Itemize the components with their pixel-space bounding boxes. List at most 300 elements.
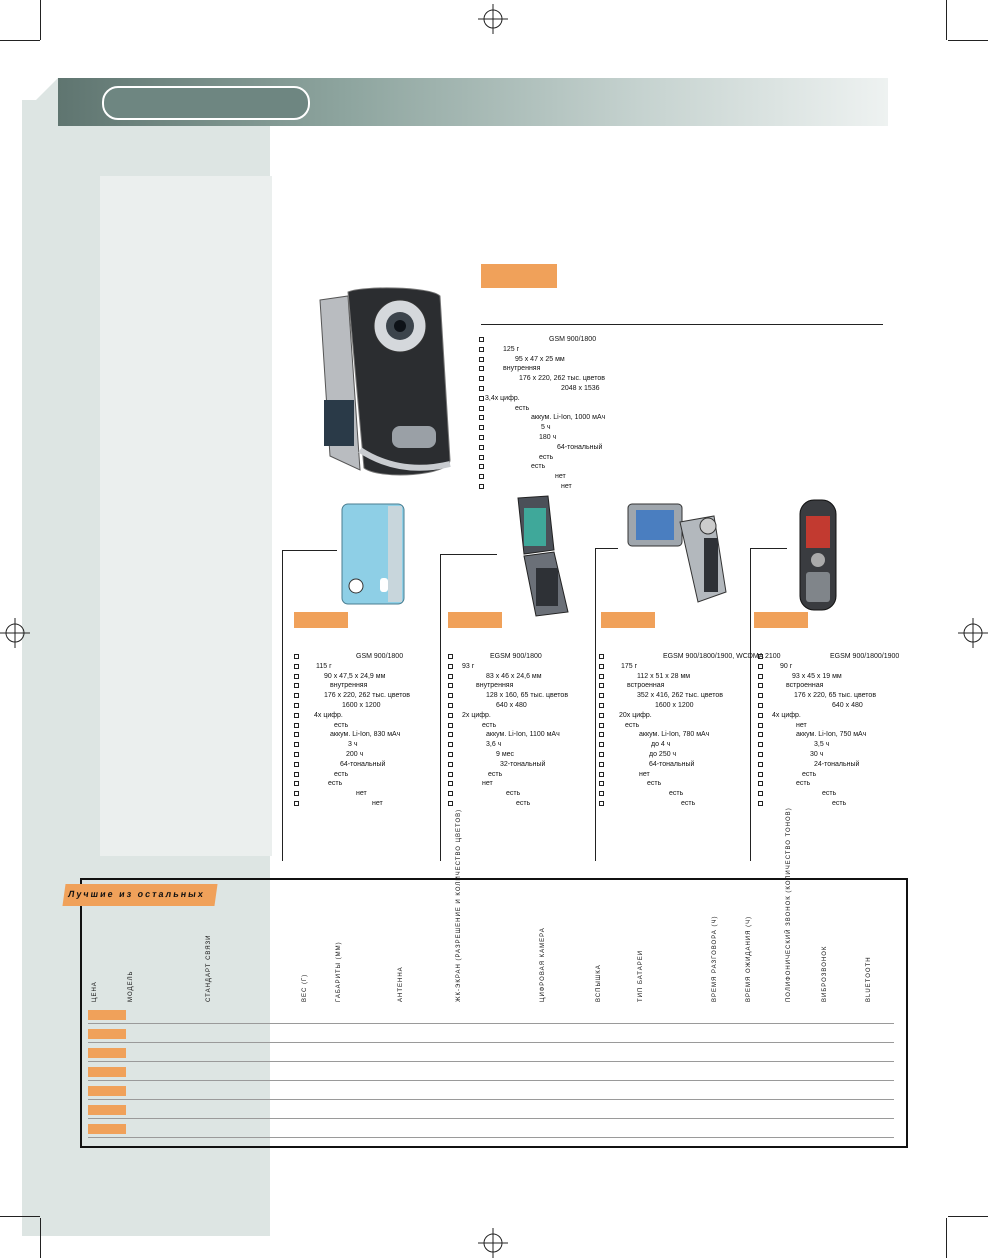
registration-mark-icon	[0, 618, 30, 648]
spec-row	[479, 364, 679, 374]
spec-value: нет	[796, 721, 807, 729]
spec-value: 90 г	[780, 662, 793, 670]
spec-row	[758, 779, 902, 789]
spec-value: встроенная	[786, 682, 824, 690]
checkbox-icon	[479, 435, 484, 440]
spec-row	[479, 404, 679, 414]
table-column-header: ВРЕМЯ РАЗГОВОРА (Ч)	[712, 915, 718, 1002]
spec-row	[294, 711, 438, 721]
comparison-table	[80, 878, 908, 1148]
checkbox-icon	[599, 664, 604, 669]
checkbox-icon	[479, 455, 484, 460]
checkbox-icon	[758, 781, 763, 786]
checkbox-icon	[479, 474, 484, 479]
spec-row	[479, 394, 679, 404]
spec-row	[294, 672, 438, 682]
checkbox-icon	[448, 723, 453, 728]
spec-value: 30 ч	[810, 750, 824, 758]
table-column-header: ПОЛИФОНИЧЕСКИЙ ЗВОНОК (КОЛИЧЕСТВО ТОНОВ)	[786, 807, 792, 1002]
spec-row	[448, 770, 592, 780]
spec-row	[479, 443, 679, 453]
spec-row	[294, 721, 438, 731]
checkbox-icon	[758, 654, 763, 659]
spec-row	[448, 662, 592, 672]
spec-value: 93 г	[462, 662, 475, 670]
spec-value: 5 ч	[541, 424, 551, 432]
spec-row	[479, 472, 679, 482]
spec-value: 1600 x 1200	[342, 701, 381, 709]
phone-photo-candybar	[796, 496, 840, 614]
price-chip	[88, 1067, 126, 1077]
spec-row	[294, 701, 438, 711]
spec-value: есть	[832, 799, 847, 807]
trim-mark	[948, 1216, 988, 1217]
spec-row	[294, 730, 438, 740]
checkbox-icon	[479, 415, 484, 420]
table-column-header: ВРЕМЯ ОЖИДАНИЯ (Ч)	[746, 915, 752, 1002]
price-chip	[88, 1029, 126, 1039]
checkbox-icon	[599, 732, 604, 737]
spec-value: есть	[334, 770, 349, 778]
phone-photo-flip	[508, 494, 578, 620]
spec-row	[448, 750, 592, 760]
spec-value: 125 г	[503, 345, 520, 353]
checkbox-icon	[294, 703, 299, 708]
phone-spec-list	[599, 652, 781, 809]
spec-value: внутренняя	[330, 682, 368, 690]
spec-row	[599, 652, 781, 662]
checkbox-icon	[758, 703, 763, 708]
spec-row	[479, 433, 679, 443]
checkbox-icon	[758, 791, 763, 796]
spec-value: есть	[328, 780, 343, 788]
spec-value: нет	[356, 790, 367, 798]
spec-value: нет	[555, 473, 566, 481]
price-chip	[88, 1010, 126, 1020]
checkbox-icon	[448, 713, 453, 718]
checkbox-icon	[479, 406, 484, 411]
spec-value: внутренняя	[503, 365, 541, 373]
checkbox-icon	[599, 801, 604, 806]
spec-value: 115 г	[316, 662, 332, 670]
spec-row	[294, 740, 438, 750]
spec-row	[448, 789, 592, 799]
checkbox-icon	[479, 386, 484, 391]
checkbox-icon	[448, 752, 453, 757]
spec-value: аккум. Li-Ion, 750 мАч	[796, 731, 867, 739]
spec-value: есть	[539, 453, 554, 461]
checkbox-icon	[599, 683, 604, 688]
table-column-header: МОДЕЛЬ	[128, 970, 134, 1002]
phone-photo-blue	[336, 496, 410, 608]
trim-mark	[40, 0, 41, 40]
spec-row	[758, 730, 902, 740]
trim-mark	[946, 0, 947, 40]
spec-row	[448, 681, 592, 691]
inner-panel	[100, 176, 272, 856]
checkbox-icon	[294, 664, 299, 669]
spec-value: GSM 900/1800	[356, 653, 404, 660]
spec-value: внутренняя	[476, 682, 514, 690]
checkbox-icon	[479, 464, 484, 469]
table-row	[88, 1023, 894, 1024]
checkbox-icon	[599, 723, 604, 728]
spec-value: 1600 x 1200	[655, 701, 694, 709]
checkbox-icon	[294, 693, 299, 698]
spec-value: 64-тональный	[649, 760, 695, 768]
table-column-header: ЦИФРОВАЯ КАМЕРА	[540, 927, 546, 1002]
section-pill	[102, 86, 310, 120]
table-title: Лучшие из остальных	[62, 884, 217, 906]
spec-row	[448, 711, 592, 721]
spec-value: 95 x 47 x 25 мм	[515, 355, 565, 363]
phone-spec-list	[448, 652, 592, 809]
trim-mark	[948, 40, 988, 41]
price-tag	[601, 612, 655, 628]
spec-row	[758, 691, 902, 701]
spec-row	[599, 701, 745, 711]
checkbox-icon	[294, 713, 299, 718]
checkbox-icon	[448, 801, 453, 806]
spec-row	[758, 760, 902, 770]
spec-row	[479, 345, 679, 355]
spec-row	[758, 789, 902, 799]
table-column-header: ВЕС (Г)	[302, 973, 308, 1002]
price-chip	[88, 1048, 126, 1058]
spec-row	[599, 750, 745, 760]
spec-value: 4х цифр.	[314, 711, 343, 719]
checkbox-icon	[758, 752, 763, 757]
spec-row	[599, 681, 745, 691]
price-tag	[481, 264, 557, 288]
checkbox-icon	[294, 752, 299, 757]
spec-value: нет	[482, 780, 493, 788]
table-column-header: СТАНДАРТ СВЯЗИ	[206, 934, 212, 1002]
spec-row	[758, 799, 902, 809]
spec-row	[758, 672, 902, 682]
checkbox-icon	[758, 762, 763, 767]
checkbox-icon	[294, 732, 299, 737]
spec-row	[758, 711, 902, 721]
spec-value: нет	[561, 482, 572, 490]
checkbox-icon	[758, 732, 763, 737]
checkbox-icon	[758, 664, 763, 669]
spec-value: встроенная	[627, 682, 665, 690]
checkbox-icon	[294, 801, 299, 806]
spec-row	[599, 721, 745, 731]
spec-row	[294, 770, 438, 780]
spec-row	[599, 672, 745, 682]
spec-value: аккум. Li-Ion, 1100 мАч	[486, 731, 560, 739]
checkbox-icon	[479, 396, 484, 401]
spec-value: 20х цифр.	[619, 711, 652, 719]
table-column-header: BLUETOOTH	[866, 956, 872, 1002]
spec-row	[758, 701, 902, 711]
checkbox-icon	[448, 742, 453, 747]
spec-row	[599, 789, 745, 799]
price-chip	[88, 1124, 126, 1134]
spec-value: до 250 ч	[649, 750, 677, 758]
spec-row	[479, 413, 679, 423]
table-row	[88, 1042, 894, 1043]
spec-row	[599, 691, 745, 701]
spec-value: 90 x 47,5 x 24,9 мм	[324, 672, 386, 680]
spec-value: 640 x 480	[832, 701, 863, 709]
divider-line	[481, 324, 883, 325]
price-tag	[754, 612, 808, 628]
checkbox-icon	[599, 713, 604, 718]
spec-row	[294, 652, 438, 662]
spec-row	[448, 779, 592, 789]
registration-mark-icon	[478, 1228, 508, 1258]
table-column-header: ВСПЫШКА	[596, 964, 602, 1002]
checkbox-icon	[599, 772, 604, 777]
spec-row	[448, 691, 592, 701]
checkbox-icon	[448, 732, 453, 737]
spec-value: 640 x 480	[496, 701, 527, 709]
spec-row	[758, 770, 902, 780]
trim-mark	[0, 40, 40, 41]
checkbox-icon	[294, 654, 299, 659]
table-row	[88, 1118, 894, 1119]
table-column-header: ТИП БАТАРЕИ	[638, 949, 644, 1002]
checkbox-icon	[758, 801, 763, 806]
checkbox-icon	[479, 425, 484, 430]
spec-row	[758, 681, 902, 691]
spec-value: 3,4х цифр.	[485, 394, 520, 402]
spec-value: 64-тональный	[557, 443, 603, 451]
spec-row	[479, 482, 679, 492]
checkbox-icon	[599, 781, 604, 786]
spec-value: 3,6 ч	[486, 741, 502, 749]
checkbox-icon	[599, 791, 604, 796]
table-column-header: ЦЕНА	[92, 981, 98, 1002]
checkbox-icon	[479, 366, 484, 371]
checkbox-icon	[294, 674, 299, 679]
spec-value: 2х цифр.	[462, 711, 491, 719]
spec-row	[294, 779, 438, 789]
spec-row	[599, 740, 745, 750]
checkbox-icon	[294, 791, 299, 796]
spec-value: GSM 900/1800	[549, 336, 597, 343]
checkbox-icon	[758, 742, 763, 747]
phone-photo-swivel	[624, 496, 728, 608]
spec-value: EGSM 900/1800/1900, WCDMA 2100	[663, 653, 781, 660]
spec-value: есть	[334, 721, 349, 729]
spec-value: 3 ч	[348, 741, 358, 749]
table-column-header: ВИБРОЗВОНОК	[822, 945, 828, 1002]
spec-row	[294, 662, 438, 672]
checkbox-icon	[599, 693, 604, 698]
spec-value: 4х цифр.	[772, 711, 801, 719]
price-tag	[448, 612, 502, 628]
spec-value: есть	[625, 721, 640, 729]
checkbox-icon	[294, 762, 299, 767]
spec-value: аккум. Li-Ion, 780 мАч	[639, 731, 710, 739]
checkbox-icon	[294, 723, 299, 728]
checkbox-icon	[448, 654, 453, 659]
checkbox-icon	[294, 781, 299, 786]
spec-value: 128 x 160, 65 тыс. цветов	[486, 692, 569, 700]
spec-value: 112 x 51 x 28 мм	[637, 672, 691, 680]
spec-value: 9 мес	[496, 750, 515, 758]
checkbox-icon	[599, 762, 604, 767]
spec-row	[448, 799, 592, 809]
spec-value: 175 г	[621, 662, 638, 670]
spec-row	[599, 662, 745, 672]
table-column-header: ГАБАРИТЫ (ММ)	[336, 941, 342, 1002]
featured-spec-list	[479, 335, 679, 492]
spec-row	[758, 721, 902, 731]
spec-value: 32-тональный	[500, 760, 546, 768]
spec-value: есть	[822, 790, 837, 798]
checkbox-icon	[479, 376, 484, 381]
spec-value: 180 ч	[539, 433, 557, 441]
checkbox-icon	[758, 772, 763, 777]
checkbox-icon	[599, 654, 604, 659]
spec-row	[294, 691, 438, 701]
checkbox-icon	[294, 683, 299, 688]
spec-row	[448, 730, 592, 740]
spec-row	[448, 672, 592, 682]
spec-value: аккум. Li-Ion, 1000 мАч	[531, 414, 606, 422]
checkbox-icon	[599, 703, 604, 708]
table-row	[88, 1080, 894, 1081]
spec-value: 176 x 220, 65 тыс. цветов	[794, 692, 877, 700]
checkbox-icon	[758, 713, 763, 718]
spec-value: 24-тональный	[814, 760, 860, 768]
checkbox-icon	[448, 674, 453, 679]
spec-value: 2048 x 1536	[561, 384, 600, 392]
checkbox-icon	[448, 664, 453, 669]
phone-spec-list	[294, 652, 438, 809]
checkbox-icon	[479, 347, 484, 352]
spec-row	[599, 799, 745, 809]
checkbox-icon	[448, 781, 453, 786]
spec-row	[448, 652, 592, 662]
spec-value: есть	[515, 404, 530, 412]
spec-row	[479, 423, 679, 433]
spec-row	[479, 384, 679, 394]
spec-value: есть	[681, 799, 696, 807]
checkbox-icon	[758, 674, 763, 679]
checkbox-icon	[448, 683, 453, 688]
spec-value: есть	[506, 790, 521, 798]
spec-row	[599, 770, 745, 780]
price-tag	[294, 612, 348, 628]
spec-row	[479, 462, 679, 472]
spec-row	[294, 750, 438, 760]
spec-row	[448, 760, 592, 770]
table-row	[88, 1099, 894, 1100]
spec-row	[479, 453, 679, 463]
checkbox-icon	[448, 762, 453, 767]
trim-mark	[40, 1218, 41, 1258]
table-row	[88, 1137, 894, 1138]
trim-mark	[0, 1216, 40, 1217]
checkbox-icon	[758, 683, 763, 688]
checkbox-icon	[479, 445, 484, 450]
table-column-header: АНТЕННА	[398, 966, 404, 1002]
phone-spec-list	[758, 652, 902, 809]
spec-row	[479, 374, 679, 384]
spec-value: есть	[669, 790, 684, 798]
spec-row	[448, 721, 592, 731]
spec-value: 93 x 45 x 19 мм	[792, 672, 842, 680]
spec-row	[599, 730, 745, 740]
registration-mark-icon	[958, 618, 988, 648]
checkbox-icon	[758, 723, 763, 728]
spec-value: EGSM 900/1800	[490, 653, 542, 660]
spec-value: нет	[372, 799, 383, 807]
checkbox-icon	[448, 772, 453, 777]
checkbox-icon	[758, 693, 763, 698]
featured-phone-photo	[300, 280, 466, 488]
price-chip	[88, 1105, 126, 1115]
spec-row	[294, 789, 438, 799]
checkbox-icon	[479, 357, 484, 362]
spec-value: 176 x 220, 262 тыс. цветов	[519, 375, 605, 383]
spec-value: 3,5 ч	[814, 741, 830, 749]
checkbox-icon	[599, 674, 604, 679]
spec-value: 200 ч	[346, 750, 364, 758]
spec-value: есть	[482, 721, 497, 729]
spec-value: есть	[647, 780, 662, 788]
table-row	[88, 1061, 894, 1062]
spec-row	[479, 355, 679, 365]
spec-row	[448, 701, 592, 711]
spec-row	[758, 662, 902, 672]
checkbox-icon	[479, 484, 484, 489]
spec-row	[479, 335, 679, 345]
spec-row	[294, 681, 438, 691]
spec-row	[599, 711, 745, 721]
spec-row	[294, 760, 438, 770]
spec-value: 352 x 416, 262 тыс. цветов	[637, 692, 723, 700]
spec-row	[294, 799, 438, 809]
checkbox-icon	[479, 337, 484, 342]
spec-value: есть	[802, 770, 817, 778]
price-chip	[88, 1086, 126, 1096]
spec-value: есть	[531, 463, 546, 471]
spec-value: есть	[796, 780, 811, 788]
table-column-header: ЖК-ЭКРАН (РАЗРЕШЕНИЕ И КОЛИЧЕСТВО ЦВЕТОВ)	[456, 808, 462, 1002]
spec-value: аккум. Li-Ion, 830 мАч	[330, 731, 401, 739]
checkbox-icon	[448, 791, 453, 796]
spec-value: есть	[516, 799, 531, 807]
spec-row	[448, 740, 592, 750]
checkbox-icon	[294, 772, 299, 777]
spec-value: 64-тональный	[340, 760, 386, 768]
checkbox-icon	[448, 693, 453, 698]
spec-value: есть	[488, 770, 503, 778]
spec-row	[758, 740, 902, 750]
spec-row	[599, 760, 745, 770]
spec-value: EGSM 900/1800/1900	[830, 653, 900, 660]
trim-mark	[946, 1218, 947, 1258]
spec-row	[599, 779, 745, 789]
spec-row	[758, 750, 902, 760]
registration-mark-icon	[478, 4, 508, 34]
checkbox-icon	[448, 703, 453, 708]
spec-value: нет	[639, 770, 650, 778]
spec-value: 83 x 46 x 24,6 мм	[486, 672, 542, 680]
checkbox-icon	[599, 752, 604, 757]
spec-value: 176 x 220, 262 тыс. цветов	[324, 692, 410, 700]
checkbox-icon	[599, 742, 604, 747]
checkbox-icon	[294, 742, 299, 747]
spec-value: до 4 ч	[651, 741, 671, 749]
